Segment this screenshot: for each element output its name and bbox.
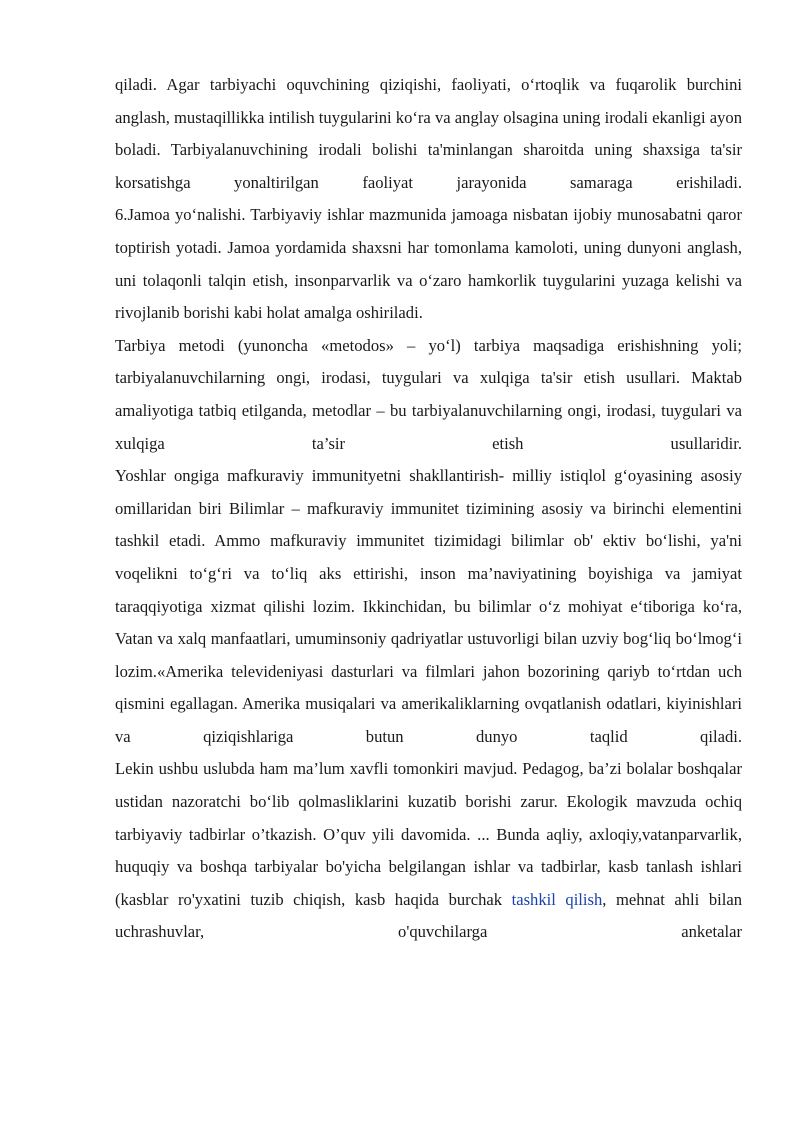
paragraph-jamoa-yonalishi: 6.Jamoa yo‘nalishi. Tarbiyaviy ishlar mazmunida jamoaga nisbatan ijobiy munosabatni qaror toptirish yotadi. Jamoa yordamida shaxsni har tomonlama kamoloti, uning dunyoni anglash, uni tolaqonli talqin etish, insonparvarlik va o‘zaro hamkorlik tuygularini yuzaga kelishi va rivojlanib borishi kabi holat amalga oshiriladi. [115,205,742,323]
paragraph-tarbiya-metodi: Tarbiya metodi (yunoncha «metodos» – yo‘l) tarbiya maqsadiga erishishning yoli; tarbiyalanuvchilarning ongi, irodasi, tuygulari va xulqiga ta'sir etish usullari. Maktab amaliyotiga tatbiq etilganda, metodlar – bu tarbiyalanuvchilarning ongi, irodasi, tuygulari va xulqiga ta’sir etish usullaridir. [115,335,742,453]
paragraph-text-after-link: , mehnat ahli bilan uchrashuvlar, o'quvchilarga anketalar [115,889,742,942]
tashkil-qilish-link[interactable]: tashkil qilish [511,889,603,909]
document-page [115,69,742,949]
paragraph-mafkuraviy-immunitet: Yoshlar ongiga mafkuraviy immunityetni shakllantirish- milliy istiqlol g‘oyasining asosiy omillaridan biri Bilimlar – mafkuraviy immunitet tizimining asosiy va birinchi elementini tashkil etadi. Ammo mafkuraviy immunitet tizimidagi bilimlar ob' ektiv bo‘lishi, ya'ni voqelikni to‘g‘ri va to‘liq aks ettirishi, inson ma’naviyatining boyishiga va jamiyat taraqqiyotiga xizmat qilishi lozim. Ikkinchidan, bu bilimlar o‘z mohiyat e‘tiboriga ko‘ra, Vatan va xalq manfaatlari, umuminsoniy qadriyatlar ustuvorligi bilan uzviy bog‘liq bo‘lmog‘i lozim.«Amerika televideniyasi dasturlari va filmlari jahon bozorining qariyb to‘rtdan uch qismini egallagan. Amerika musiqalari va amerikaliklarning ovqatlanish odatlari, kiyinishlari va qiziqishlariga butun dunyo taqlid qiladi. [115,466,742,746]
paragraph-text-before-link: Lekin ushbu uslubda ham ma’lum xavfli tomonkiri mavjud. Pedagog, ba’zi bolalar boshqalar ustidan nazoratchi bo‘lib qolmasliklarini kuzatib borishi zarur. Ekologik mavzuda ochiq tarbiyaviy tadbirlar o’tkazish. O’quv yili davomida. ... Bunda aqliy, axloqiy,vatanparvarlik, huquqiy va boshqa tarbiyalar bo'yicha belgilangan ishlar va tadbirlar, kasb tanlash ishlari (kasblar ro'yxatini tuzib chiqish, kasb haqida burchak [115,759,742,909]
paragraph-ekologik-tadbirlar [115,753,742,949]
paragraph-irodali: qiladi. Agar tarbiyachi oquvchining qiziqishi, faoliyati, o‘rtoqlik va fuqarolik burchini anglash, mustaqillikka intilish tuygularini ko‘ra va anglay olsagina uning irodali ekanligi ayon boladi. Tarbiyalanuvchining irodali bolishi ta'minlangan sharoitda uning shaxsiga ta'sir korsatishga yonaltirilgan faoliyat jarayonida samaraga erishiladi. [115,75,742,192]
